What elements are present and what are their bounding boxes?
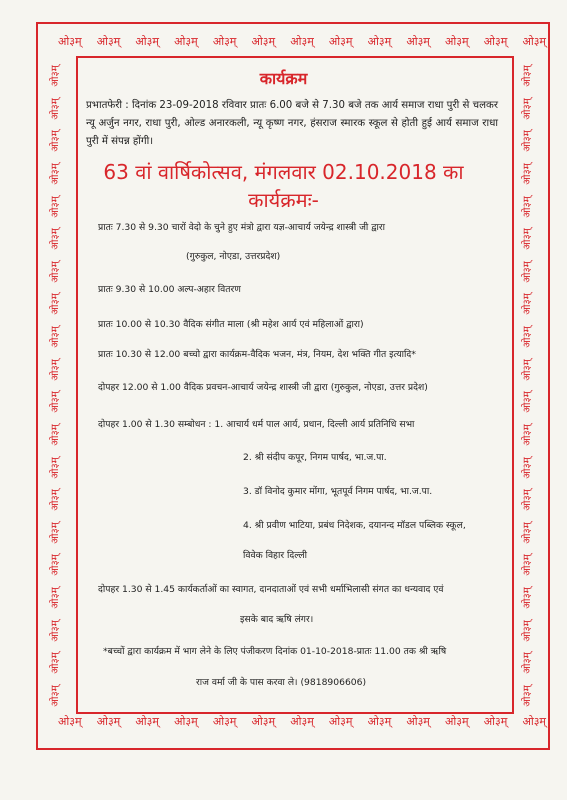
border-om: ओ३म् [58,35,82,48]
anniversary-heading: 63 वां वार्षिकोत्सव, मंगलवार 02.10.2018 का [103,160,464,184]
border-om: ओ३म् [483,715,508,728]
border-om: ओ३म् [522,97,533,120]
border-om: ओ३म् [522,130,533,152]
border-om: ओ३म् [367,35,392,48]
border-bottom [58,713,546,731]
border-om: ओ३म् [212,35,237,48]
border-om: ओ३म् [50,326,61,348]
border-om: ओ३म् [522,456,533,479]
page-title: कार्यक्रम [259,69,308,88]
program-line: प्रातः 10.00 से 10.30 वैदिक संगीत माला (श्री महेश आर्य एवं महिलाओं द्वारा) [98,319,364,330]
border-om: ओ३म् [96,35,121,48]
border-om: ओ३म् [50,619,61,642]
program-line: 2. श्री संदीप कपूर, निगम पार्षद, भा.ज.पा. [243,452,387,463]
border-top [58,33,546,51]
border-om: ओ३म् [290,715,314,728]
program-heading: कार्यक्रमः- [248,188,319,212]
border-om: ओ३म् [522,391,533,413]
registration-note: राज वर्मा जी के पास करवा ले। (9818906606) [196,677,367,688]
border-om: ओ३म् [522,554,533,577]
border-om: ओ३म् [174,715,198,728]
border-om: ओ३म् [445,35,469,48]
border-om: ओ३म् [522,715,546,728]
border-om: ओ३म् [50,424,61,446]
border-om: ओ३म् [50,358,61,381]
border-om: ओ३म् [50,522,61,544]
border-om: ओ३म् [50,195,61,218]
border-om: ओ३म् [522,522,533,544]
program-line: दोपहर 1.30 से 1.45 कार्यकर्ताओं का स्वागत, दानदाताओं एवं सभी धर्माभिलासी संगत का धन्यवाद एवं [98,584,444,595]
border-om: ओ३म् [522,587,533,609]
border-om: ओ३म् [251,715,276,728]
border-om: ओ३म् [522,326,533,348]
program-line: दोपहर 1.00 से 1.30 सम्बोधन : 1. आचार्य धर्म पाल आर्य, प्रधान, दिल्ली आर्य प्रतिनिधि सभा [98,419,415,430]
border-om: ओ३म् [290,35,314,48]
border-om: ओ३म् [522,35,546,48]
border-om: ओ३म् [50,456,61,479]
border-om: ओ३म् [58,715,82,728]
border-om: ओ३म् [50,130,61,152]
program-line: प्रातः 10.30 से 12.00 बच्चो द्वारा कार्यक्रम-वैदिक भजन, मंत्र, नियम, देश भक्ति गीत इत्यादि* [98,349,416,360]
border-om: ओ३म् [522,163,533,185]
border-om: ओ३म् [522,195,533,218]
program-line: (गुरुकुल, नोएडा, उत्तरप्रदेश) [186,251,281,262]
border-om: ओ३म् [50,163,61,185]
border-om: ओ३म् [174,35,198,48]
border-om: ओ३म् [50,554,61,577]
border-om: ओ३म् [50,65,61,87]
border-om: ओ३म् [406,35,430,48]
border-om: ओ३म् [50,587,61,609]
border-om: ओ३म् [522,358,533,381]
border-om: ओ३म् [522,228,533,250]
border-om: ओ३म् [96,715,121,728]
border-om: ओ३म् [483,35,508,48]
border-om: ओ३म् [522,685,533,707]
border-om: ओ३म् [445,715,469,728]
border-om: ओ३म् [50,97,61,120]
border-om: ओ३म् [50,391,61,413]
border-om: ओ३म् [135,35,159,48]
border-om: ओ३म् [328,715,353,728]
program-line: प्रातः 9.30 से 10.00 अल्प-अहार वितरण [98,284,241,295]
border-om: ओ३म् [50,685,61,707]
border-om: ओ३म् [367,715,392,728]
program-line: 4. श्री प्रवीण भाटिया, प्रबंध निदेशक, दयानन्द मॉडल पब्लिक स्कूल, [243,520,466,531]
program-line: दोपहर 12.00 से 1.00 वैदिक प्रवचन-आचार्य जयेन्द्र शास्त्री जी द्वारा (गुरुकुल, नोएडा, उत्तर प्रदेश) [98,382,428,393]
border-om: ओ३म् [522,424,533,446]
border-om: ओ३म् [328,35,353,48]
border-om: ओ३म् [522,293,533,316]
border-om: ओ३म् [522,619,533,642]
border-om: ओ३म् [522,489,533,511]
program-line: प्रातः 7.30 से 9.30 चारों वेदो के चुने हुए मंत्रो द्वारा यज्ञ-आचार्य जयेन्द्र शास्त्री जी द्वारा [98,222,386,233]
border-om: ओ३म् [212,715,237,728]
border-om: ओ३म् [50,293,61,316]
registration-note: *बच्चों द्वारा कार्यक्रम में भाग लेने के लिए पंजीकरण दिनांक 01-10-2018-प्रातः 11.00 तक श्री ऋषि [103,646,447,657]
program-line: 3. डॉ विनोद कुमार मोंगा, भूतपूर्व निगम पार्षद, भा.ज.पा. [243,486,433,497]
border-om: ओ३म् [522,261,533,283]
border-om: ओ३म् [50,489,61,511]
border-om: ओ३म् [251,35,276,48]
border-om: ओ३म् [50,228,61,250]
intro-paragraph: प्रभातफेरी : दिनांक 23-09-2018 रविवार प्रातः 6.00 बजे से 7.30 बजे तक आर्य समाज राधा पुरी से चलकर न्यू अर्जुन नगर, राधा पुरी, ओल्ड अनारकली, न्यू कृष्ण नगर, हंसराज स्मारक स्कूल से होती हुई आर्य समाज राधा पुरी में संपन्न होंगी। [86,100,498,147]
border-om: ओ३म् [135,715,159,728]
program-line: विवेक विहार दिल्ली [243,550,308,561]
border-om: ओ३म् [522,65,533,87]
border-om: ओ३म् [406,715,430,728]
border-om: ओ३म् [50,261,61,283]
border-om: ओ३म् [50,652,61,674]
border-om: ओ३म् [522,652,533,674]
program-line: इसके बाद ऋषि लंगर। [240,614,314,625]
